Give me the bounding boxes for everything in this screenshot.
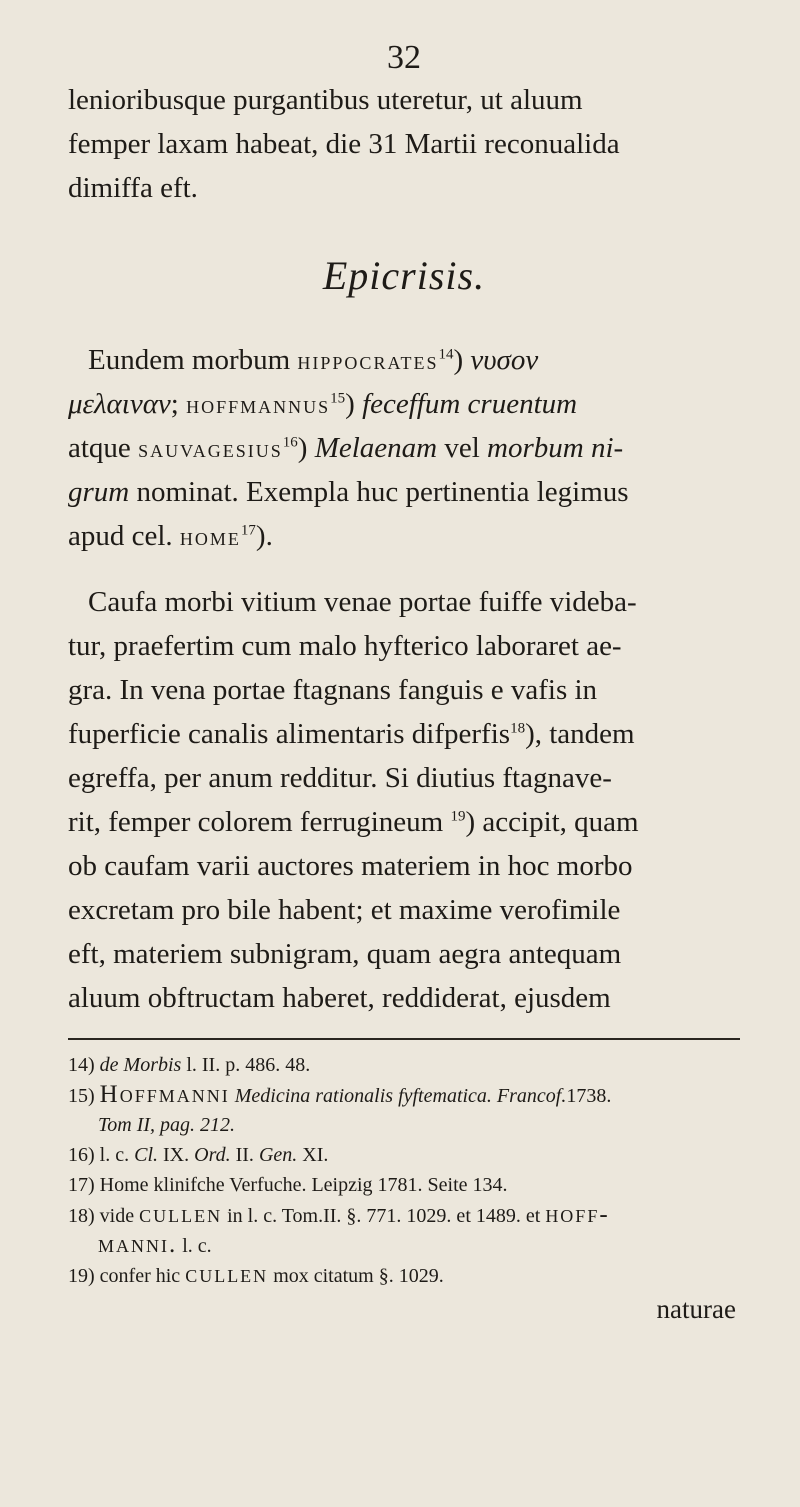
text-line: Eundem morbum hippocrates$^{14}$) νυσον (88, 344, 539, 376)
footnote: 16) l. c. Cl. IX. Ord. II. Gen. XI. (68, 1144, 329, 1166)
text-line: lenioribusque purgantibus uteretur, ut aluum (68, 84, 583, 116)
text-line: grum nominat. Exempla huc pertinentia legimus (68, 476, 629, 508)
text-line: fuperficie canalis alimentaris difperfis$^{18}$), tandem (68, 718, 635, 750)
text-line: ob caufam varii auctores materiem in hoc morbo (68, 850, 633, 882)
text-line: egreffa, per anum redditur. Si diutius ftagnave- (68, 762, 612, 794)
text-line: apud cel. home$^{17}$). (68, 520, 273, 552)
footnote: 18) vide cullen in l. c. Tom.II. §. 771. 1029. et 1489. et hoff- (68, 1201, 610, 1228)
footnote-divider (68, 1038, 740, 1040)
text-line: Caufa morbi vitium venae portae fuiffe videba- (88, 586, 637, 618)
catchword: naturae (656, 1294, 736, 1324)
text-line: dimiffa eft. (68, 172, 198, 204)
text-line: excretam pro bile habent; et maxime verofimile (68, 894, 621, 926)
page-number: 32 (387, 39, 421, 76)
text-line: eft, materiem subnigram, quam aegra antequam (68, 938, 622, 970)
text-line: gra. In vena portae ftagnans fanguis e vafis in (68, 674, 598, 706)
text-line: tur, praefertim cum malo hyfterico laboraret ae- (68, 630, 622, 662)
body-text (68, 78, 740, 1020)
footnote: 17) Home klinifche Verfuche. Leipzig 1781. Seite 134. (68, 1174, 508, 1196)
greek-term: νυσον (470, 344, 539, 376)
text-line: μελαιναν; hoffmannus$^{15}$) feceffum cruentum (68, 388, 578, 420)
text-line: rit, femper colorem ferrugineum $^{19}$) accipit, quam (68, 806, 639, 838)
footnote: 15) Hoffmanni Medicina rationalis fyftematica. Francof.1738. (68, 1081, 612, 1108)
footnote-continuation: Tom II, pag. 212. (98, 1114, 236, 1136)
section-heading: Epicrisis. (322, 253, 486, 298)
text-line: atque sauvagesius$^{16}$) Melaenam vel morbum ni- (68, 432, 624, 464)
author-name: home (179, 524, 241, 551)
text-line: aluum obftructam haberet, reddiderat, ejusdem (68, 982, 611, 1014)
footnote: 14) de Morbis l. II. p. 486. 48. (68, 1054, 311, 1076)
greek-term: μελαιναν (68, 388, 171, 420)
footnote: 19) confer hic cullen mox citatum §. 1029. (68, 1261, 444, 1288)
author-name: sauvagesius (138, 436, 283, 463)
author-name: hoffmannus (186, 392, 331, 419)
footnote-continuation: manni. l. c. (98, 1231, 212, 1258)
author-name: hippocrates (297, 348, 439, 375)
text-line: femper laxam habeat, die 31 Martii reconualida (68, 128, 620, 160)
footnotes (68, 1050, 740, 1290)
